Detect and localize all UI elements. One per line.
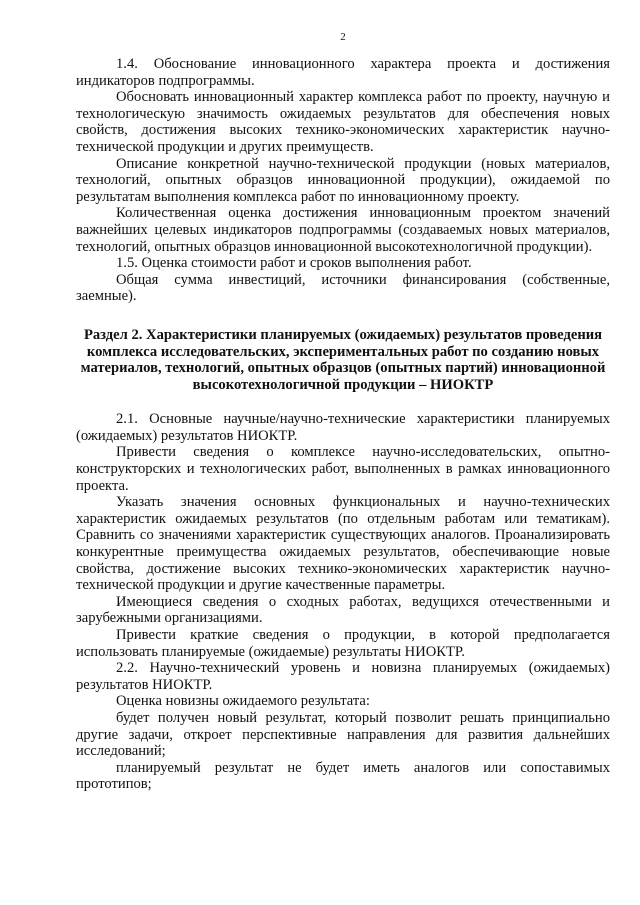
paragraph: Количественная оценка достижения инновационным проектом значений важнейших целевых индикаторов подпрограммы (создаваемых новых материалов, технологий, опытных образцов инновационной высокотехнологичной продукции).: [76, 205, 610, 255]
list-item: будет получен новый результат, который позволит решать принципиально другие задачи, откроет перспективные направления для развития дальнейших исследований;: [76, 709, 610, 760]
paragraph-2-1-heading: 2.1. Основные научные/научно-технические характеристики планируемых (ожидаемых) результатов НИОКТР.: [76, 411, 610, 444]
list-item: планируемый результат не будет иметь аналогов или сопоставимых прототипов;: [76, 759, 610, 793]
paragraph: Описание конкретной научно-технической продукции (новых материалов, технологий, опытных образцов инновационной продукции), ожидаемой по результатам выполнения комплекса работ по инновационному проекту.: [76, 155, 610, 205]
paragraph: Общая сумма инвестиций, источники финансирования (собственные, заемные).: [76, 271, 610, 305]
section-2-heading: Раздел 2. Характеристики планируемых (ожидаемых) результатов проведения комплекса исследовательских, экспериментальных работ по созданию новых материалов, технологий, опытных образцов (опытных партий) инновационной высокотехнологичной продукции – НИОКТР: [80, 326, 606, 393]
page-number: 2: [340, 31, 346, 43]
section-1-continuation: [76, 56, 610, 305]
paragraph: Указать значения основных функциональных и научно-технических характеристик ожидаемых результатов (по отдельным работам или тематикам). Сравнить со значениями характеристик существующих аналогов. Проанализировать конкурентные преимущества ожидаемых результатов, обеспечивающие новые свойства, достижение высоких технико-экономических характеристик научно-технической продукции и другие качественные параметры.: [76, 494, 610, 594]
paragraph-1-5-heading: 1.5. Оценка стоимости работ и сроков выполнения работ.: [116, 255, 472, 272]
paragraph: Имеющиеся сведения о сходных работах, ведущихся отечественными и зарубежными организациями.: [76, 593, 610, 627]
paragraph: Привести сведения о комплексе научно-исследовательских, опытно-конструкторских и технологических работ, выполненных в рамках инновационного проекта.: [76, 444, 610, 494]
section-2-body: [76, 411, 610, 793]
paragraph: Оценка новизны ожидаемого результата:: [116, 693, 370, 710]
paragraph-1-4-heading: 1.4. Обоснование инновационного характера проекта и достижения индикаторов подпрограммы.: [76, 56, 610, 89]
paragraph: Обосновать инновационный характер комплекса работ по проекту, научную и технологическую значимость ожидаемых результатов для обеспечения новых свойств, достижения высоких технико-экономических характеристик научно-технической продукции и других преимуществ.: [76, 89, 610, 155]
document-page: [76, 30, 610, 793]
paragraph: Привести краткие сведения о продукции, в которой предполагается использовать планируемые (ожидаемые) результаты НИОКТР.: [76, 627, 610, 660]
paragraph-2-2-heading: 2.2. Научно-технический уровень и новизна планируемых (ожидаемых) результатов НИОКТР.: [76, 660, 610, 693]
